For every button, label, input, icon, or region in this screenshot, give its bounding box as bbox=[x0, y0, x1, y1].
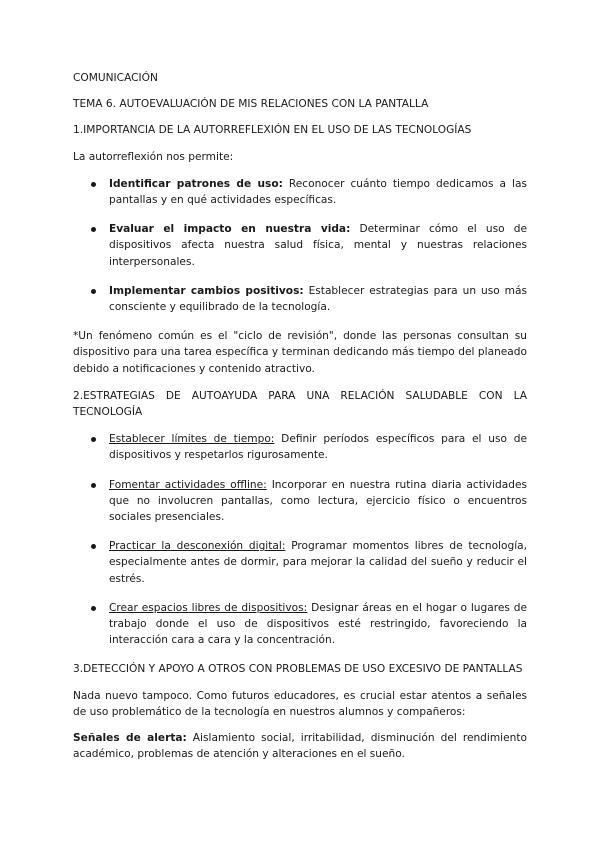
item-text: Determinar cómo el uso de dispositivos afecta nuestra salud física, mental y nuestras relaciones interpersonales. bbox=[109, 223, 527, 268]
list-item bbox=[73, 431, 527, 463]
item-text: Incorporar en nuestra rutina diaria actividades que no involucren pantallas, como lectura, ejercicio físico o encuentros sociales presenciales. bbox=[109, 478, 527, 524]
item-term: Practicar la desconexión digital: bbox=[109, 540, 286, 553]
item-text: Programar momentos libres de tecnología, especialmente antes de dormir, para mejorar la calidad del sueño y reducir el estrés. bbox=[109, 540, 527, 585]
section3-paragraph: Nada nuevo tampoco. Como futuros educadores, es crucial estar atentos a señales de uso problemático de la tecnología en nuestros alumnos y compañeros: bbox=[73, 689, 527, 718]
list-item bbox=[73, 221, 527, 270]
list-item bbox=[73, 283, 527, 315]
item-term: Crear espacios libres de dispositivos: bbox=[109, 601, 308, 614]
bullet-icon bbox=[91, 182, 96, 187]
alert-text: Aislamiento social, irritabilidad, disminución del rendimiento académico, problemas de atención y alteraciones en el sueño. bbox=[73, 732, 527, 761]
list-item bbox=[73, 600, 527, 649]
section1-intro: La autorreflexión nos permite: bbox=[73, 150, 234, 163]
tema-title: TEMA 6. AUTOEVALUACIÓN DE MIS RELACIONES CON LA PANTALLA bbox=[73, 98, 429, 111]
document-content bbox=[73, 70, 527, 763]
item-term: Fomentar actividades offline: bbox=[109, 478, 267, 491]
item-term: Establecer límites de tiempo: bbox=[109, 433, 275, 446]
alert-paragraph bbox=[73, 730, 527, 762]
bullet-icon bbox=[91, 483, 96, 488]
bullet-icon bbox=[91, 437, 96, 442]
item-term: Identificar patrones de uso: bbox=[109, 177, 283, 190]
section1-note: *Un fenómeno común es el "ciclo de revisión", donde las personas consultan su dispositivo para una tarea específica y terminan dedicando más tiempo del planeado debido a notificaciones y contenido atractivo. bbox=[73, 330, 527, 375]
bullet-icon bbox=[91, 544, 96, 549]
list-item bbox=[73, 176, 527, 208]
section1-heading: 1.IMPORTANCIA DE LA AUTORREFLEXIÓN EN EL USO DE LAS TECNOLOGÍAS bbox=[73, 124, 472, 137]
bullet-icon bbox=[91, 289, 96, 294]
item-term: Evaluar el impacto en nuestra vida: bbox=[109, 223, 351, 236]
item-term: Implementar cambios positivos: bbox=[109, 284, 304, 297]
item-text: Designar áreas en el hogar o lugares de trabajo donde el uso de dispositivos esté restringido, favoreciendo la interacción cara a cara y la concentración. bbox=[109, 601, 527, 647]
section3-heading: 3.DETECCIÓN Y APOYO A OTROS CON PROBLEMAS DE USO EXCESIVO DE PANTALLAS bbox=[73, 663, 523, 676]
list-item bbox=[73, 538, 527, 587]
item-text: Reconocer cuánto tiempo dedicamos a las pantallas y en qué actividades específicas. bbox=[109, 177, 527, 207]
item-text: Establecer estrategias para un uso más consciente y equilibrado de la tecnología. bbox=[109, 284, 528, 314]
section2-list bbox=[73, 431, 527, 648]
section2-heading: 2.ESTRATEGIAS DE AUTOAYUDA PARA UNA RELACIÓN SALUDABLE CON LA TECNOLOGÍA bbox=[73, 389, 527, 419]
doc-title: COMUNICACIÓN bbox=[73, 72, 158, 84]
alert-term: Señales de alerta: bbox=[73, 732, 187, 745]
list-item bbox=[73, 477, 527, 526]
bullet-icon bbox=[91, 606, 96, 611]
section1-list bbox=[73, 176, 527, 315]
item-text: Definir períodos específicos para el uso de dispositivos y respetarlos rigurosamente. bbox=[109, 433, 527, 462]
bullet-icon bbox=[91, 227, 96, 232]
